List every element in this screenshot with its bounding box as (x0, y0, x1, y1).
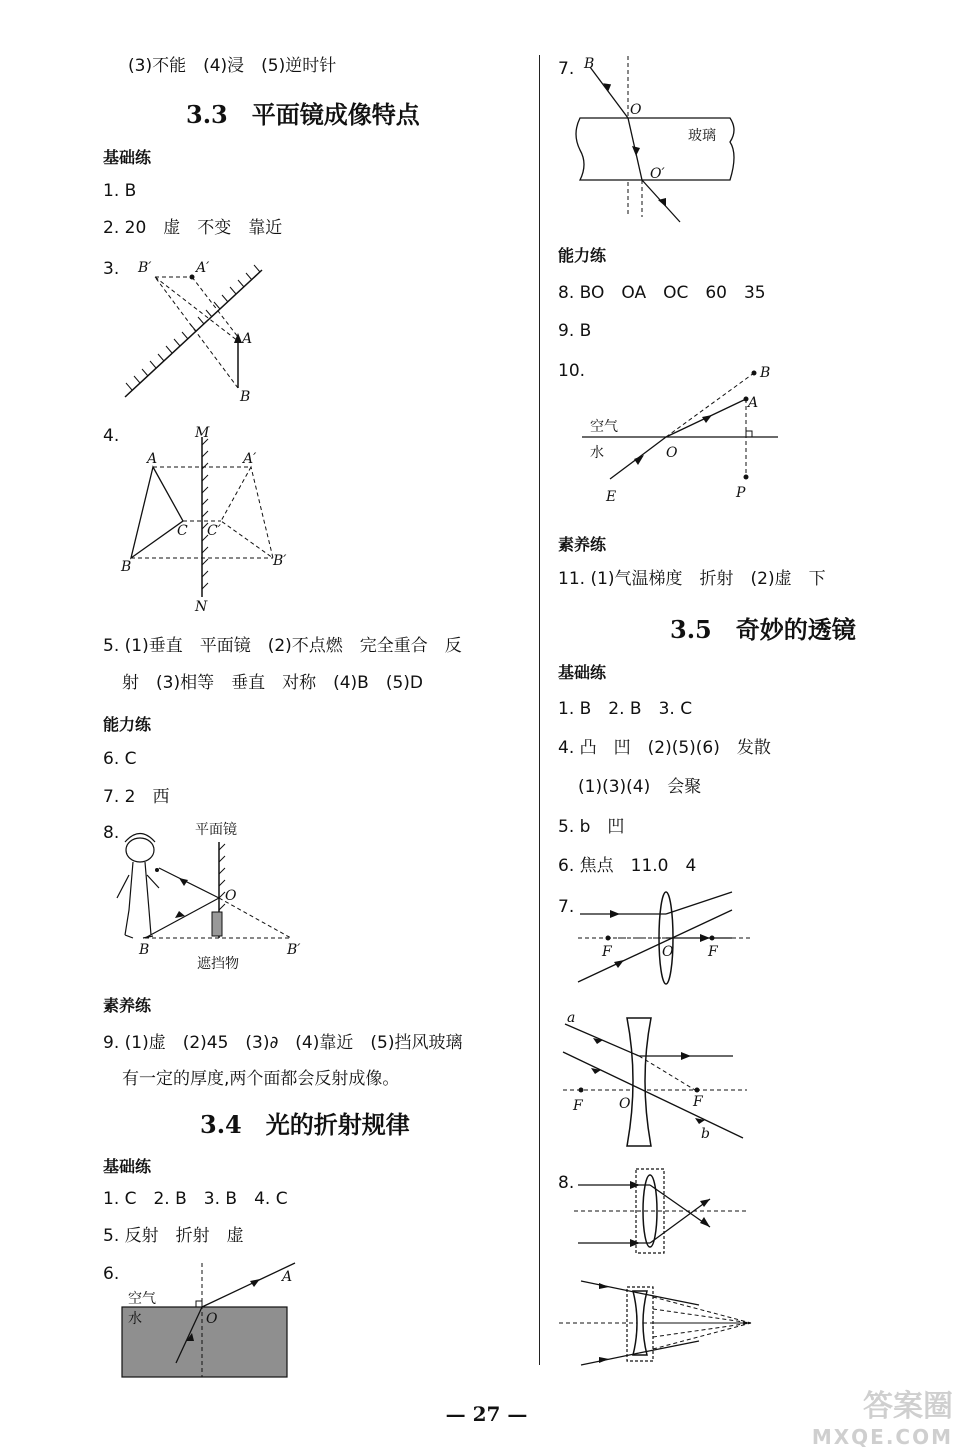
label-f-left: F (602, 944, 612, 960)
label-f-right: F (693, 1094, 703, 1110)
label-a: A (242, 331, 253, 347)
label-b: B (760, 365, 771, 381)
label-c: C (177, 523, 188, 539)
section-title-3-5: 3.5 奇妙的透镜 (670, 615, 856, 644)
label-b: b (701, 1126, 710, 1142)
label-b: B (240, 389, 251, 405)
section-title-3-4: 3.4 光的折射规律 (200, 1110, 410, 1139)
label-a-prime: A′ (196, 260, 210, 276)
section-title-3-3: 3.3 平面镜成像特点 (186, 100, 420, 129)
label-o: O (206, 1311, 218, 1327)
label-b-prime: B′ (138, 260, 152, 276)
answer-q3-label: 3. (103, 259, 120, 279)
answer-q5-3-5: 5. b 凹 (558, 817, 625, 837)
label-o: O (225, 888, 237, 904)
answer-q8-label-3-5: 8. (558, 1173, 575, 1193)
figure-box-convex-lens (570, 1165, 750, 1260)
label-m: M (195, 425, 210, 441)
answer-q6: 6. C (103, 749, 137, 769)
label-water: 水 (128, 1311, 142, 1327)
label-basic-practice-3-4: 基础练 (103, 1157, 152, 1176)
label-glass: 玻璃 (688, 128, 716, 144)
answer-q8-right: 8. BO OA OC 60 35 (558, 283, 766, 303)
watermark-cn: 答案圈 (863, 1389, 953, 1424)
answer-q9-right: 9. B (558, 321, 592, 341)
answer-q9-line2: 有一定的厚度,两个面都会反射成像。 (122, 1069, 400, 1089)
answer-q2: 2. 20 虚 不变 靠近 (103, 218, 283, 238)
figure-glass-refraction (570, 52, 750, 227)
answer-q1: 1. B (103, 181, 137, 201)
figure-mirror-with-person (115, 820, 315, 970)
label-literacy-practice: 素养练 (103, 996, 152, 1015)
label-air: 空气 (128, 1291, 156, 1307)
label-blocker: 遮挡物 (197, 956, 239, 972)
answer-q1-3-3-5: 1. B 2. B 3. C (558, 699, 693, 719)
label-a-prime: A′ (243, 451, 257, 467)
answer-q9-line1: 9. (1)虚 (2)45 (3)∂ (4)靠近 (5)挡风玻璃 (103, 1033, 463, 1053)
label-o: O (630, 102, 642, 118)
label-air: 空气 (590, 419, 618, 435)
answer-q1-4: 1. C 2. B 3. B 4. C (103, 1189, 288, 1209)
watermark-logo (811, 1389, 953, 1452)
label-b: B (139, 942, 150, 958)
answer-q5-3-4: 5. 反射 折射 虚 (103, 1226, 244, 1246)
label-o: O (666, 445, 678, 461)
label-a: A (748, 395, 759, 411)
answer-q6-label-3-4: 6. (103, 1264, 120, 1284)
label-f-right: F (708, 944, 718, 960)
figure-convex-lens-rays (570, 890, 760, 990)
figure-plane-mirror-image-ab (120, 255, 280, 415)
label-n: N (195, 599, 208, 615)
label-o: O (662, 944, 674, 960)
label-e: E (606, 489, 617, 505)
label-basic-practice-3-5: 基础练 (558, 663, 607, 682)
label-a: A (282, 1269, 293, 1285)
label-basic-practice: 基础练 (103, 148, 152, 167)
carry-line: (3)不能 (4)浸 (5)逆时针 (128, 56, 337, 76)
figure-refraction-water-air (120, 1255, 320, 1385)
label-p: P (736, 485, 746, 501)
page-number: — 27 — (445, 1402, 528, 1426)
label-literacy-practice-right: 素养练 (558, 535, 607, 554)
label-b-prime: B′ (287, 942, 301, 958)
label-water: 水 (590, 445, 604, 461)
label-o: O (619, 1096, 631, 1112)
label-ability-practice: 能力练 (103, 715, 152, 734)
figure-plane-mirror-triangle (115, 425, 305, 615)
answer-q4-line2-3-5: (1)(3)(4) 会聚 (578, 777, 702, 797)
answer-q8-label: 8. (103, 823, 120, 843)
label-b-prime: B′ (273, 553, 287, 569)
watermark-url: MXQE.COM (811, 1425, 953, 1449)
answer-q11: 11. (1)气温梯度 折射 (2)虚 下 (558, 569, 826, 589)
label-plane-mirror: 平面镜 (195, 822, 237, 838)
label-c-prime: C′ (207, 523, 221, 539)
answer-q7: 7. 2 西 (103, 787, 170, 807)
label-o-prime: O′ (650, 166, 665, 182)
figure-box-concave-lens (555, 1275, 755, 1370)
label-b: B (121, 559, 132, 575)
label-b: B (584, 56, 595, 72)
figure-water-air-refraction (570, 355, 790, 515)
answer-q4-label: 4. (103, 426, 120, 446)
answer-q5-line1: 5. (1)垂直 平面镜 (2)不点燃 完全重合 反 (103, 636, 462, 656)
answer-q7-label-3-5: 7. (558, 897, 575, 917)
label-ability-practice-right: 能力练 (558, 246, 607, 265)
label-a: a (567, 1010, 576, 1026)
answer-q7-label-3-4: 7. (558, 59, 575, 79)
answer-q4-line1-3-5: 4. 凸 凹 (2)(5)(6) 发散 (558, 738, 771, 758)
label-f-left: F (573, 1098, 583, 1114)
figure-concave-lens-rays (555, 1010, 755, 1160)
answer-q10-label: 10. (558, 361, 586, 381)
answer-q5-line2: 射 (3)相等 垂直 对称 (4)B (5)D (122, 673, 423, 693)
column-divider (539, 55, 540, 1365)
label-a: A (147, 451, 158, 467)
answer-q6-3-5: 6. 焦点 11.0 4 (558, 856, 697, 876)
